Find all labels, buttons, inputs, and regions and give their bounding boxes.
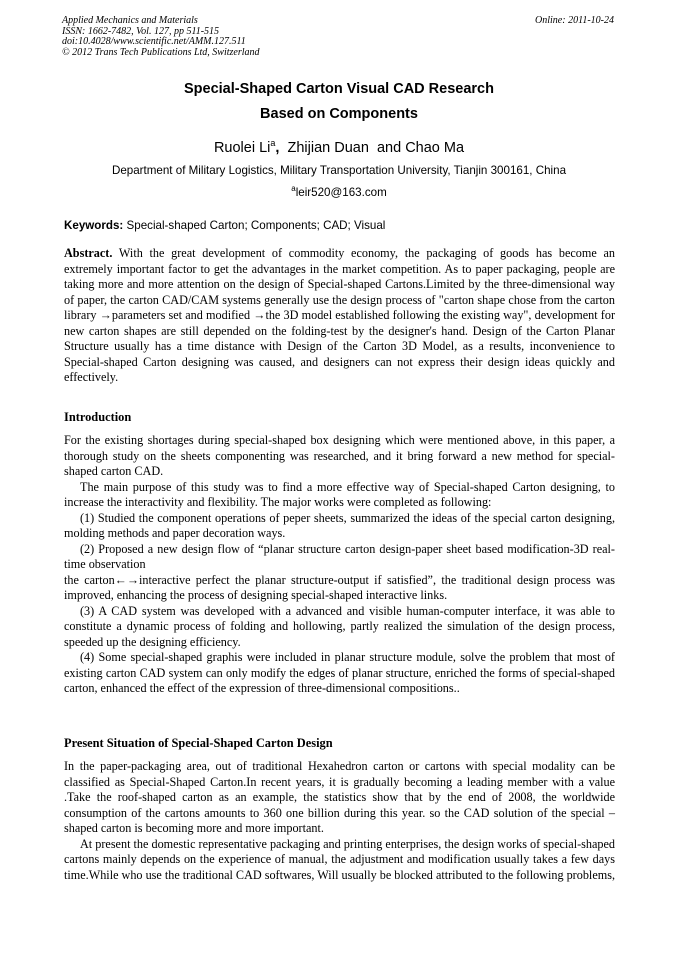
online-date: Online: 2011-10-24 [535,15,614,26]
email-address: leir520@163.com [295,185,387,199]
paragraph: (1) Studied the component operations of peper sheets, summarized the ideas of the special carton designing, molding methods and paper decoration ways. [64,510,615,540]
author-1: Ruolei Li [213,139,271,156]
paragraph: the carton←→interactive perfect the planar structure-output if satisfied”, the traditional design process was improved, enhancing the process of designing special-shaped interactive links. [64,572,615,602]
keywords [64,219,385,232]
doi-line: doi:10.4028/www.scientific.net/AMM.127.511 [62,36,246,47]
paragraph: For the existing shortages during special-shaped box designing which were mentioned above, in this paper, a thorough study on the sheets componenting was researched, and it bring forward a new method for special-shaped carton CAD. [64,433,615,478]
author-separator: , [275,139,280,156]
keywords-text: Special-shaped Carton; Components; CAD; Visual [126,219,386,232]
abstract [64,246,615,386]
paragraph: At present the domestic representative packaging and printing enterprises, the design works of special-shaped cartons mainly depends on the experience of manual, the adjustment and modification usually takes a few days time.While who use the traditional CAD softwares, Will usually be blocked attributed to the following problems, [64,836,615,882]
author-3: Chao Ma [405,139,465,156]
paper-title-line-1: Special-Shaped Carton Visual CAD Research [184,81,494,97]
paragraph: (2) Proposed a new design flow of “planar structure carton design-paper sheet based modification-3D real-time observation [64,541,615,571]
paragraph: The main purpose of this study was to find a more effective way of Special-shaped Carton designing, to increase the interactivity and flexibility. The major works were completed as following: [64,479,615,509]
affiliation: Department of Military Logistics, Military Transportation University, Tianjin 300161, China [111,164,567,177]
journal-header [62,16,260,58]
journal-name: Applied Mechanics and Materials [62,15,198,26]
author-and: and [376,139,402,156]
section-heading-introduction: Introduction [64,410,132,424]
author-2: Zhijian Duan [287,139,369,156]
author-list [0,138,678,156]
abstract-label: Abstract. [64,246,113,260]
section-heading-present-situation: Present Situation of Special-Shaped Carton Design [64,736,333,750]
issn-line: ISSN: 1662-7482, Vol. 127, pp 511-515 [62,25,220,37]
present-situation-body [64,759,615,883]
abstract-text: With the great development of commodity economy, the packaging of goods has become an extremely important factor to get the advantages in the market competition. As to paper packaging, people are taking more and more attention on the design of Special-shaped Cartons.Limited by the three-dimensional way of paper, the carton CAD/CAM systems generally use the design process of "carton shape chose from the carton library →parameters set and modified →the 3D model established following the existing way", development for new carton shapes are still depended on the folding-test by the designer's hand. Design of the Carton Planar Structure usually has a time distance with Design of the Carton 3D Model, as a results, inconvenience to Special-shaped Carton designing was caused, and designers can not express their design ideas quickly and effectively. [64,246,615,384]
copyright-line: © 2012 Trans Tech Publications Ltd, Switzerland [62,46,260,58]
introduction-body [64,433,615,697]
author-email [0,184,678,199]
paragraph: (3) A CAD system was developed with a advanced and visible human-computer interface, it was able to constitute a dynamic process of folding and hollowing, partly realized the simulation of the design process, speeded up the designing efficiency. [64,603,615,649]
paragraph: (4) Some special-shaped graphis were included in planar structure module, solve the problem that most of existing carton CAD system can only modify the edges of planar structure, enriched the forms of special-shaped carton, enhanced the effect of the expression of three-dimensional compositions.. [64,650,615,695]
paper-title-line-2: Based on Components [260,106,418,122]
email-mark: a [291,184,296,193]
paragraph: In the paper-packaging area, out of traditional Hexahedron carton or cartons with special modality can be classified as Special-Shaped Carton.In recent years, it is gradually becoming a leading member with a value .Take the roof-shaped carton as an example, the statistics show that by the end of 2008, the worldwide consumption of the cartons amounts to 360 one billion during this year. so the CAD solution of the special –shaped carton is becoming more and more important. [64,759,615,835]
author-1-affil-mark: a [270,138,276,148]
keywords-label: Keywords: [64,219,124,232]
